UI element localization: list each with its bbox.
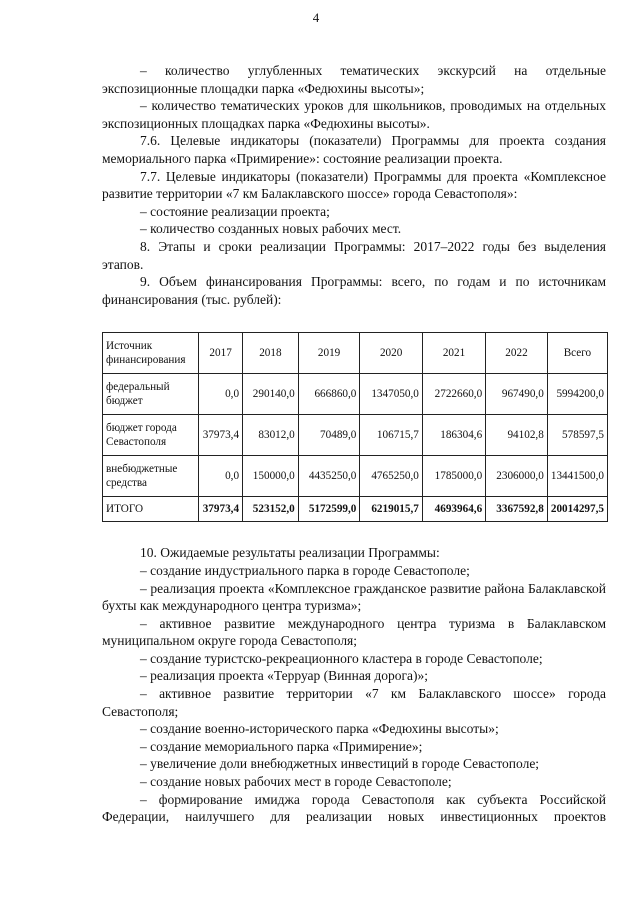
paragraph: – количество углубленных тематических экскурсий на отдельные экспозиционные площадки парка «Федюхины высоты»; xyxy=(102,63,606,96)
table-cell: 666860,0 xyxy=(298,374,360,415)
paragraph: – активное развитие международного центра туризма в Балаклавском муниципальном округе города Севастополя; xyxy=(102,615,606,649)
column-header: 2017 xyxy=(199,333,243,374)
table-cell: 3367592,8 xyxy=(486,497,548,522)
paragraph: – количество созданных новых рабочих мест. xyxy=(140,221,402,237)
paragraph: – создание новых рабочих мест в городе Севастополе; xyxy=(140,774,452,790)
table-cell: 106715,7 xyxy=(360,415,422,456)
table-cell: 2722660,0 xyxy=(422,374,485,415)
row-label: внебюджетные средства xyxy=(103,456,199,497)
table-cell: 2306000,0 xyxy=(486,456,548,497)
table-cell: 1785000,0 xyxy=(422,456,485,497)
table-cell: 5172599,0 xyxy=(298,497,360,522)
paragraph: – увеличение доли внебюджетных инвестиций в городе Севастополе; xyxy=(140,756,540,772)
table-cell: 290140,0 xyxy=(243,374,299,415)
table-cell: 37973,4 xyxy=(199,415,243,456)
column-header: 2022 xyxy=(486,333,548,374)
financing-table xyxy=(102,332,608,522)
table-row xyxy=(103,374,608,415)
paragraph: 9. Объем финансирования Программы: всего, по годам и по источникам финансирования (тыс. рублей): xyxy=(102,274,606,307)
table-cell: 4435250,0 xyxy=(298,456,360,497)
table-row xyxy=(103,415,608,456)
paragraph: – создание военно-исторического парка «Федюхины высоты»; xyxy=(140,721,499,737)
table-cell: 150000,0 xyxy=(243,456,299,497)
paragraph: – создание туристско-рекреационного кластера в городе Севастополе; xyxy=(140,650,543,666)
table-header-row xyxy=(103,333,608,374)
paragraph: – создание индустриального парка в городе Севастополе; xyxy=(140,562,470,578)
paragraph: – состояние реализации проекта; xyxy=(140,203,330,219)
table-cell: 578597,5 xyxy=(547,415,607,456)
table-cell: 83012,0 xyxy=(243,415,299,456)
page-number: 4 xyxy=(312,10,320,25)
table-cell: 186304,6 xyxy=(422,415,485,456)
table-cell: 70489,0 xyxy=(298,415,360,456)
column-header: 2018 xyxy=(243,333,299,374)
table-cell: 20014297,5 xyxy=(547,497,607,522)
table-cell: 5994200,0 xyxy=(547,374,607,415)
paragraph: – создание мемориального парка «Примирение»; xyxy=(140,738,423,754)
row-label: федеральный бюджет xyxy=(103,374,199,415)
column-header: 2020 xyxy=(360,333,422,374)
paragraph: 7.6. Целевые индикаторы (показатели) Программы для проекта создания мемориального парка «Примирение»: состояние реализации проекта. xyxy=(102,133,606,166)
paragraph: 7.7. Целевые индикаторы (показатели) Программы для проекта «Комплексное развитие территории «7 км Балаклавского шоссе» города Севастополя»: xyxy=(102,168,606,202)
column-header: 2021 xyxy=(422,333,485,374)
paragraph: 10. Ожидаемые результаты реализации Программы: xyxy=(140,545,440,561)
paragraph: 8. Этапы и сроки реализации Программы: 2017–2022 годы без выделения этапов. xyxy=(102,238,606,272)
table-cell: 523152,0 xyxy=(243,497,299,522)
paragraph: – реализация проекта «Комплексное гражданское развитие района Балаклавской бухты как международного центра туризма»; xyxy=(102,580,606,614)
table-cell: 13441500,0 xyxy=(547,456,607,497)
row-label: бюджет города Севастополя xyxy=(103,415,199,456)
paragraph: – количество тематических уроков для школьников, проводимых на отдельных экспозиционных площадках парка «Федюхины высоты». xyxy=(102,98,606,131)
table-cell: 6219015,7 xyxy=(360,497,422,522)
table-row xyxy=(103,456,608,497)
table-total-row xyxy=(103,497,608,522)
row-label: ИТОГО xyxy=(103,497,199,522)
table-cell: 37973,4 xyxy=(199,497,243,522)
table-cell: 0,0 xyxy=(199,374,243,415)
paragraph: – реализация проекта «Терруар (Винная дорога)»; xyxy=(140,668,429,684)
table-cell: 1347050,0 xyxy=(360,374,422,415)
column-header: Всего xyxy=(547,333,607,374)
table-cell: 967490,0 xyxy=(486,374,548,415)
table-cell: 4765250,0 xyxy=(360,456,422,497)
paragraph: – активное развитие территории «7 км Балаклавского шоссе» города Севастополя; xyxy=(102,686,606,719)
table-cell: 94102,8 xyxy=(486,415,548,456)
table-cell: 4693964,6 xyxy=(422,497,485,522)
column-header: Источник финансирования xyxy=(103,333,199,374)
document-body xyxy=(102,62,606,826)
table-cell: 0,0 xyxy=(199,456,243,497)
column-header: 2019 xyxy=(298,333,360,374)
paragraph: – формирование имиджа города Севастополя как субъекта Российской Федерации, наилучшего для реализации новых инвестиционных проектов xyxy=(102,791,606,825)
